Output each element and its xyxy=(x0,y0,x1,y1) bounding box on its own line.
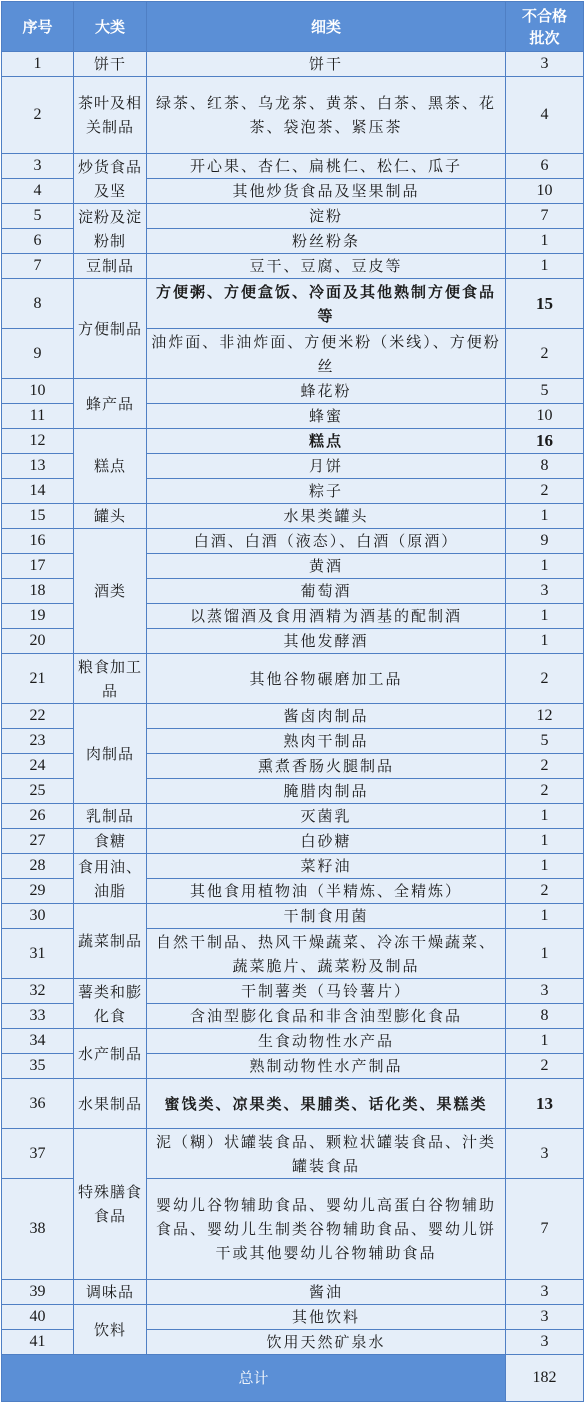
count-cell: 6 xyxy=(506,154,584,179)
subcategory-cell: 粉丝粉条 xyxy=(147,229,506,254)
row-seq: 11 xyxy=(2,404,74,429)
row-seq: 29 xyxy=(2,879,74,904)
row-seq: 20 xyxy=(2,629,74,654)
count-cell: 2 xyxy=(506,654,584,704)
category-cell: 糕点 xyxy=(74,429,147,504)
count-cell: 12 xyxy=(506,704,584,729)
row-seq: 9 xyxy=(2,329,74,379)
header-count: 不合格批次 xyxy=(506,2,584,52)
count-cell: 3 xyxy=(506,52,584,77)
row-seq: 33 xyxy=(2,1004,74,1029)
count-cell: 1 xyxy=(506,854,584,879)
count-cell: 8 xyxy=(506,1004,584,1029)
count-cell: 8 xyxy=(506,454,584,479)
subcategory-cell: 开心果、杏仁、扁桃仁、松仁、瓜子 xyxy=(147,154,506,179)
row-seq: 39 xyxy=(2,1280,74,1305)
count-cell: 15 xyxy=(506,279,584,329)
row-seq: 8 xyxy=(2,279,74,329)
row-seq: 35 xyxy=(2,1054,74,1079)
row-seq: 6 xyxy=(2,229,74,254)
row-seq: 21 xyxy=(2,654,74,704)
subcategory-cell: 自然干制品、热风干燥蔬菜、冷冻干燥蔬菜、蔬菜脆片、蔬菜粉及制品 xyxy=(147,929,506,979)
category-cell: 特殊膳食食品 xyxy=(74,1129,147,1280)
count-cell: 1 xyxy=(506,554,584,579)
subcategory-cell: 其他食用植物油（半精炼、全精炼） xyxy=(147,879,506,904)
subcategory-cell: 蜜饯类、凉果类、果脯类、话化类、果糕类 xyxy=(147,1079,506,1129)
row-seq: 26 xyxy=(2,804,74,829)
count-cell: 1 xyxy=(506,904,584,929)
subcategory-cell: 干制食用菌 xyxy=(147,904,506,929)
count-cell: 13 xyxy=(506,1079,584,1129)
category-cell: 蔬菜制品 xyxy=(74,904,147,979)
count-cell: 1 xyxy=(506,229,584,254)
row-seq: 15 xyxy=(2,504,74,529)
row-seq: 12 xyxy=(2,429,74,454)
subcategory-cell: 婴幼儿谷物辅助食品、婴幼儿高蛋白谷物辅助食品、婴幼儿生制类谷物辅助食品、婴幼儿饼干或其他婴幼儿谷物辅助食品 xyxy=(147,1179,506,1280)
count-cell: 9 xyxy=(506,529,584,554)
row-seq: 2 xyxy=(2,77,74,154)
count-cell: 2 xyxy=(506,879,584,904)
subcategory-cell: 白酒、白酒（液态）、白酒（原酒） xyxy=(147,529,506,554)
category-cell: 乳制品 xyxy=(74,804,147,829)
row-seq: 32 xyxy=(2,979,74,1004)
count-cell: 10 xyxy=(506,179,584,204)
total-count: 182 xyxy=(506,1355,584,1402)
subcategory-cell: 蜂花粉 xyxy=(147,379,506,404)
subcategory-cell: 菜籽油 xyxy=(147,854,506,879)
count-cell: 5 xyxy=(506,379,584,404)
subcategory-cell: 白砂糖 xyxy=(147,829,506,854)
count-cell: 1 xyxy=(506,1029,584,1054)
subcategory-cell: 灭菌乳 xyxy=(147,804,506,829)
category-cell: 方便制品 xyxy=(74,279,147,379)
row-seq: 30 xyxy=(2,904,74,929)
count-cell: 1 xyxy=(506,829,584,854)
count-cell: 2 xyxy=(506,754,584,779)
subcategory-cell: 饼干 xyxy=(147,52,506,77)
category-cell: 饼干 xyxy=(74,52,147,77)
subcategory-cell: 熟肉干制品 xyxy=(147,729,506,754)
subcategory-cell: 腌腊肉制品 xyxy=(147,779,506,804)
subcategory-cell: 泥（糊）状罐装食品、颗粒状罐装食品、汁类罐装食品 xyxy=(147,1129,506,1179)
category-cell: 薯类和膨化食 xyxy=(74,979,147,1029)
category-cell: 炒货食品及坚 xyxy=(74,154,147,204)
inspection-table xyxy=(1,1,584,1402)
count-cell: 3 xyxy=(506,1129,584,1179)
category-cell: 水产制品 xyxy=(74,1029,147,1079)
subcategory-cell: 其他饮料 xyxy=(147,1305,506,1330)
category-cell: 食糖 xyxy=(74,829,147,854)
row-seq: 3 xyxy=(2,154,74,179)
subcategory-cell: 方便粥、方便盒饭、冷面及其他熟制方便食品等 xyxy=(147,279,506,329)
count-cell: 3 xyxy=(506,1280,584,1305)
subcategory-cell: 其他发酵酒 xyxy=(147,629,506,654)
category-cell: 淀粉及淀粉制 xyxy=(74,204,147,254)
count-cell: 3 xyxy=(506,579,584,604)
row-seq: 19 xyxy=(2,604,74,629)
row-seq: 17 xyxy=(2,554,74,579)
subcategory-cell: 酱油 xyxy=(147,1280,506,1305)
category-cell: 调味品 xyxy=(74,1280,147,1305)
row-seq: 16 xyxy=(2,529,74,554)
subcategory-cell: 葡萄酒 xyxy=(147,579,506,604)
row-seq: 24 xyxy=(2,754,74,779)
row-seq: 13 xyxy=(2,454,74,479)
header-seq: 序号 xyxy=(2,2,74,52)
count-cell: 3 xyxy=(506,1305,584,1330)
count-cell: 2 xyxy=(506,329,584,379)
subcategory-cell: 糕点 xyxy=(147,429,506,454)
count-cell: 7 xyxy=(506,204,584,229)
count-cell: 16 xyxy=(506,429,584,454)
count-cell: 5 xyxy=(506,729,584,754)
row-seq: 28 xyxy=(2,854,74,879)
total-label: 总计 xyxy=(2,1355,506,1402)
subcategory-cell: 油炸面、非油炸面、方便米粉（米线）、方便粉丝 xyxy=(147,329,506,379)
row-seq: 23 xyxy=(2,729,74,754)
subcategory-cell: 饮用天然矿泉水 xyxy=(147,1330,506,1355)
row-seq: 27 xyxy=(2,829,74,854)
count-cell: 7 xyxy=(506,1179,584,1280)
category-cell: 肉制品 xyxy=(74,704,147,804)
category-cell: 酒类 xyxy=(74,529,147,654)
subcategory-cell: 含油型膨化食品和非含油型膨化食品 xyxy=(147,1004,506,1029)
category-cell: 茶叶及相关制品 xyxy=(74,77,147,154)
row-seq: 4 xyxy=(2,179,74,204)
subcategory-cell: 黄酒 xyxy=(147,554,506,579)
subcategory-cell: 生食动物性水产品 xyxy=(147,1029,506,1054)
count-cell: 4 xyxy=(506,77,584,154)
row-seq: 31 xyxy=(2,929,74,979)
count-cell: 2 xyxy=(506,479,584,504)
row-seq: 1 xyxy=(2,52,74,77)
subcategory-cell: 水果类罐头 xyxy=(147,504,506,529)
count-cell: 3 xyxy=(506,979,584,1004)
count-cell: 1 xyxy=(506,629,584,654)
row-seq: 34 xyxy=(2,1029,74,1054)
row-seq: 14 xyxy=(2,479,74,504)
row-seq: 18 xyxy=(2,579,74,604)
count-cell: 1 xyxy=(506,254,584,279)
header-subcategory: 细类 xyxy=(147,2,506,52)
category-cell: 饮料 xyxy=(74,1305,147,1355)
category-cell: 水果制品 xyxy=(74,1079,147,1129)
row-seq: 7 xyxy=(2,254,74,279)
subcategory-cell: 月饼 xyxy=(147,454,506,479)
count-cell: 1 xyxy=(506,804,584,829)
subcategory-cell: 其他谷物碾磨加工品 xyxy=(147,654,506,704)
subcategory-cell: 其他炒货食品及坚果制品 xyxy=(147,179,506,204)
category-cell: 罐头 xyxy=(74,504,147,529)
row-seq: 10 xyxy=(2,379,74,404)
subcategory-cell: 酱卤肉制品 xyxy=(147,704,506,729)
row-seq: 25 xyxy=(2,779,74,804)
header-category: 大类 xyxy=(74,2,147,52)
row-seq: 40 xyxy=(2,1305,74,1330)
subcategory-cell: 熏煮香肠火腿制品 xyxy=(147,754,506,779)
count-cell: 1 xyxy=(506,504,584,529)
count-cell: 2 xyxy=(506,1054,584,1079)
subcategory-cell: 熟制动物性水产制品 xyxy=(147,1054,506,1079)
subcategory-cell: 以蒸馏酒及食用酒精为酒基的配制酒 xyxy=(147,604,506,629)
row-seq: 36 xyxy=(2,1079,74,1129)
category-cell: 蜂产品 xyxy=(74,379,147,429)
row-seq: 38 xyxy=(2,1179,74,1280)
count-cell: 3 xyxy=(506,1330,584,1355)
category-cell: 粮食加工品 xyxy=(74,654,147,704)
subcategory-cell: 蜂蜜 xyxy=(147,404,506,429)
row-seq: 5 xyxy=(2,204,74,229)
subcategory-cell: 绿茶、红茶、乌龙茶、黄茶、白茶、黑茶、花茶、袋泡茶、紧压茶 xyxy=(147,77,506,154)
subcategory-cell: 粽子 xyxy=(147,479,506,504)
count-cell: 10 xyxy=(506,404,584,429)
subcategory-cell: 豆干、豆腐、豆皮等 xyxy=(147,254,506,279)
category-cell: 豆制品 xyxy=(74,254,147,279)
row-seq: 22 xyxy=(2,704,74,729)
count-cell: 1 xyxy=(506,929,584,979)
subcategory-cell: 淀粉 xyxy=(147,204,506,229)
count-cell: 2 xyxy=(506,779,584,804)
row-seq: 37 xyxy=(2,1129,74,1179)
count-cell: 1 xyxy=(506,604,584,629)
subcategory-cell: 干制薯类（马铃薯片） xyxy=(147,979,506,1004)
row-seq: 41 xyxy=(2,1330,74,1355)
category-cell: 食用油、油脂 xyxy=(74,854,147,904)
